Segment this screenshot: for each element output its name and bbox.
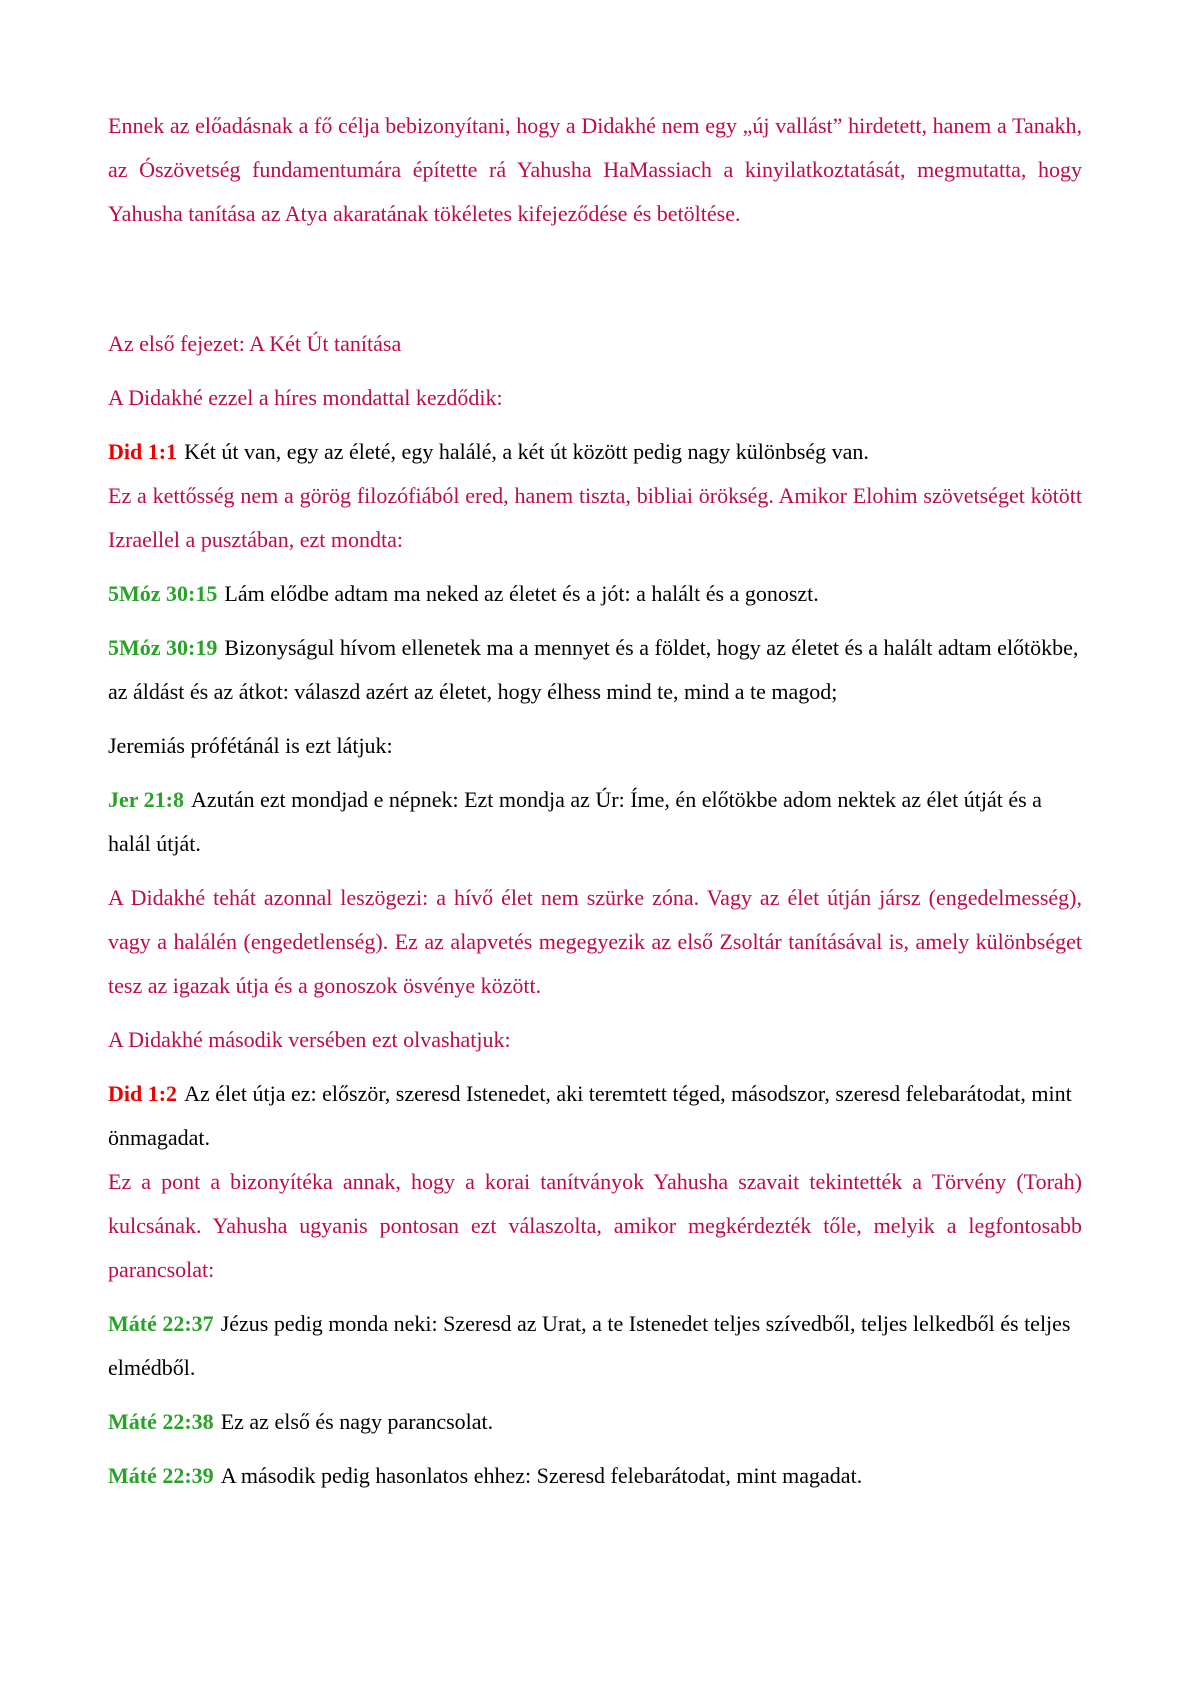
verse-mate-22-37 xyxy=(108,1302,1082,1390)
didache-quote-text: Két út van, egy az életé, egy halálé, a két út között pedig nagy különbség van. xyxy=(184,439,869,464)
verse-text: Bizonyságul hívom ellenetek ma a mennyet és a földet, hogy az életet és a halált adtam előtökbe, az áldást és az átkot: válaszd azért az életet, hogy élhess mind te, mind a te magod; xyxy=(108,635,1079,704)
verse-text: A második pedig hasonlatos ehhez: Szeresd felebarátodat, mint magadat. xyxy=(220,1463,863,1488)
didache-reference: Did 1:1 xyxy=(108,439,178,464)
bible-reference: Máté 22:38 xyxy=(108,1409,214,1434)
bible-reference: Máté 22:39 xyxy=(108,1463,214,1488)
lead-in-text: A Didakhé második versében ezt olvashatjuk: xyxy=(108,1027,511,1052)
verse-mate-22-39 xyxy=(108,1454,1082,1498)
lead-in-text: A Didakhé ezzel a híres mondattal kezdődik: xyxy=(108,385,503,410)
intro-paragraph-text: Ennek az előadásnak a fő célja bebizonyítani, hogy a Didakhé nem egy „új vallást” hirdetett, hanem a Tanakh, az Ószövetség fundamentumára építette rá Yahusha HaMassiach a kinyilatkoztatását, megmutatta, hogy Yahusha tanítása az Atya akaratának tökéletes kifejeződése és betöltése. xyxy=(108,113,1082,226)
didache-quote-1-1 xyxy=(108,430,1082,474)
chapter-heading-text: Az első fejezet: A Két Út tanítása xyxy=(108,331,402,356)
commentary-torah-key xyxy=(108,1160,1082,1292)
verse-5moz-30-15 xyxy=(108,572,1082,616)
verse-jer-21-8 xyxy=(108,778,1082,866)
verse-text: Ez az első és nagy parancsolat. xyxy=(220,1409,494,1434)
lead-in-text: Jeremiás prófétánál is ezt látjuk: xyxy=(108,733,393,758)
intro-paragraph xyxy=(108,104,1082,236)
commentary-duality xyxy=(108,474,1082,562)
verse-text: Azután ezt mondjad e népnek: Ezt mondja az Úr: Íme, én előtökbe adom nektek az élet útját és a halál útját. xyxy=(108,787,1042,856)
didache-reference: Did 1:2 xyxy=(108,1081,178,1106)
verse-5moz-30-19 xyxy=(108,626,1082,714)
verse-text: Jézus pedig monda neki: Szeresd az Urat, a te Istenedet teljes szívedből, teljes lelkedből és teljes elmédből. xyxy=(108,1311,1071,1380)
commentary-text: Ez a kettősség nem a görög filozófiából ered, hanem tiszta, bibliai örökség. Amikor Elohim szövetséget kötött Izraellel a pusztában, ezt mondta: xyxy=(108,483,1082,552)
chapter-heading xyxy=(108,322,1082,366)
bible-reference: Jer 21:8 xyxy=(108,787,184,812)
didache-quote-1-2 xyxy=(108,1072,1082,1160)
commentary-text: Ez a pont a bizonyítéka annak, hogy a korai tanítványok Yahusha szavait tekintették a Törvény (Torah) kulcsának. Yahusha ugyanis pontosan ezt válaszolta, amikor megkérdezték tőle, melyik a legfontosabb parancsolat: xyxy=(108,1169,1082,1282)
bible-reference: Máté 22:37 xyxy=(108,1311,214,1336)
jeremiah-lead-in xyxy=(108,724,1082,768)
bible-reference: 5Móz 30:19 xyxy=(108,635,218,660)
verse-mate-22-38 xyxy=(108,1400,1082,1444)
verse-text: Lám elődbe adtam ma neked az életet és a jót: a halált és a gonoszt. xyxy=(224,581,819,606)
lead-in-didache-1-2 xyxy=(108,1018,1082,1062)
commentary-text: A Didakhé tehát azonnal leszögezi: a hívő élet nem szürke zóna. Vagy az élet útján jársz (engedelmesség), vagy a halálén (engedetlenség). Ez az alapvetés megegyezik az első Zsoltár tanításával is, amely különbséget tesz az igazak útja és a gonoszok ösvénye között. xyxy=(108,885,1082,998)
bible-reference: 5Móz 30:15 xyxy=(108,581,218,606)
didache-quote-text: Az élet útja ez: először, szeresd Istenedet, aki teremtett téged, másodszor, szeresd felebarátodat, mint önmagadat. xyxy=(108,1081,1072,1150)
commentary-two-ways xyxy=(108,876,1082,1008)
lead-in-didache-1-1 xyxy=(108,376,1082,420)
